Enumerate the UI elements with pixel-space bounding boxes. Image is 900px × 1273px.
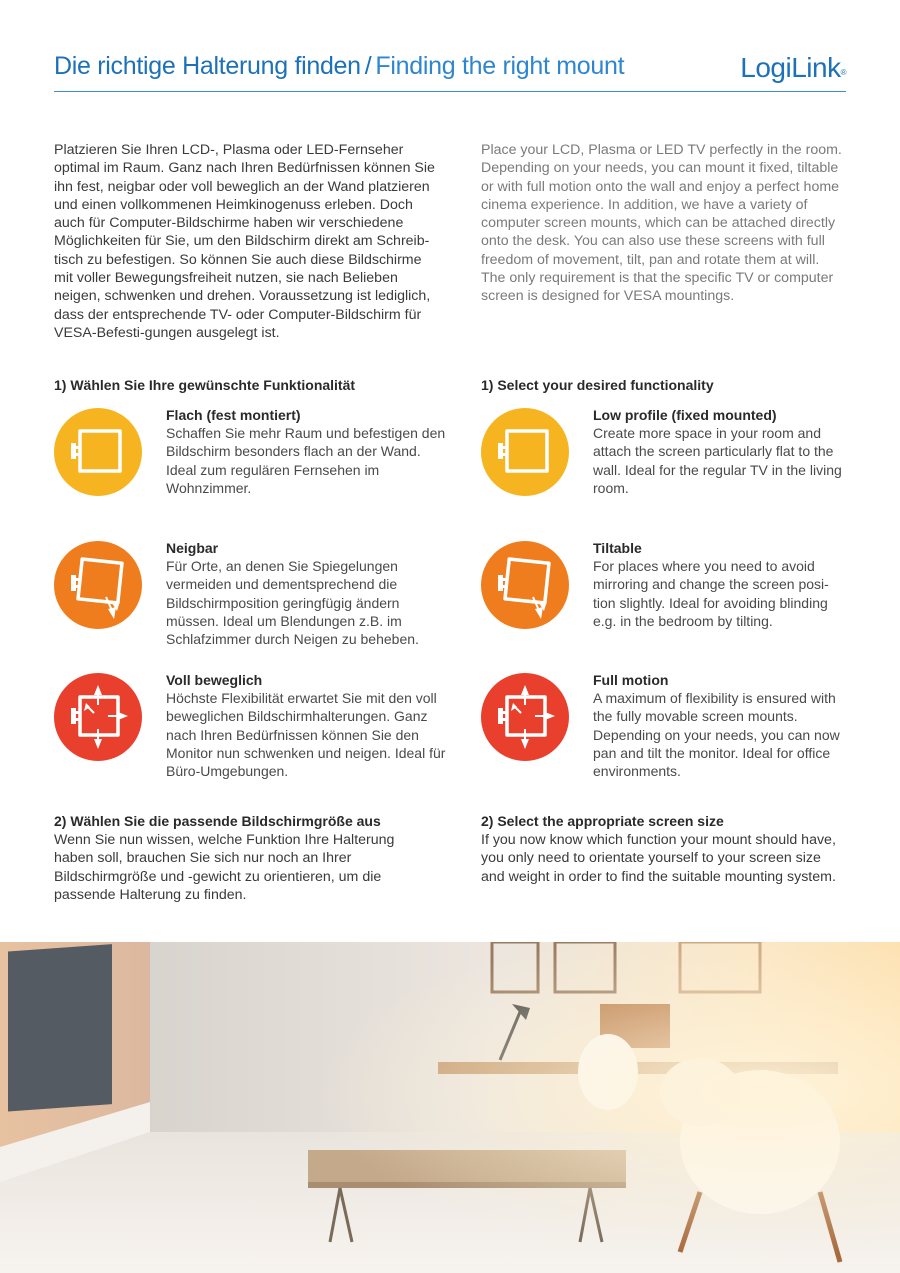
feature-description: For places where you need to avoid mirroring and change the screen posi-tion slightly. Ideal for avoiding blinding e.g. in the bedroom by tilting. [593, 558, 829, 629]
feature-title: Tiltable [593, 540, 642, 556]
fixed-mount-icon [481, 408, 569, 496]
section2-heading-english: 2) Select the appropriate screen size [481, 813, 724, 829]
feature-title: Flach (fest montiert) [166, 407, 301, 423]
title-german: Die richtige Halterung finden [54, 52, 361, 80]
section2-text-english: If you now know which function your mount should have, you only need to orientate yourself to your screen size and weight in order to find the suitable mounting system. [481, 832, 836, 885]
title-english: Finding the right mount [375, 52, 625, 80]
feature-fixed-english [481, 406, 846, 516]
section1-heading-german: 1) Wählen Sie Ihre gewünschte Funktionalität [54, 377, 356, 393]
feature-full-motion-german [54, 671, 444, 781]
page-title [54, 52, 624, 81]
section2-heading-german: 2) Wählen Sie die passende Bildschirmgröße aus [54, 813, 381, 829]
feature-title: Voll beweglich [166, 672, 263, 688]
living-room-photo [0, 942, 900, 1273]
full-motion-mount-icon [481, 673, 569, 761]
tilt-mount-icon [481, 541, 569, 629]
feature-description: Für Orte, an denen Sie Spiegelungen vermeiden und dementsprechend die Bildschirmposition geringfügig ändern müssen. Ideal um Blendungen z.B. im Schlafzimmer durch Neigen zu beheben. [166, 558, 419, 648]
logo-registered-mark: ® [840, 68, 846, 77]
feature-full-motion-english [481, 671, 846, 781]
feature-description: Create more space in your room and attach the screen particularly flat to the wall. Ideal for the regular TV in the living room. [593, 425, 842, 496]
feature-title: Neigbar [166, 540, 219, 556]
section2-text-german: Wenn Sie nun wissen, welche Funktion Ihre Halterung haben soll, brauchen Sie sich nur noch an Ihrer Bildschirmgröße und -gewicht zu orientieren, um die passende Halterung zu finden. [54, 832, 395, 903]
feature-tilt-english [481, 539, 846, 649]
feature-description: Höchste Flexibilität erwartet Sie mit den voll beweglichen Bildschirmhalterungen. Ganz nach Ihren Bedürfnissen können Sie den Monitor nun schwenken und neigen. Ideal für Büro-Umgebungen. [166, 690, 446, 780]
section1-heading-english: 1) Select your desired functionality [481, 377, 714, 393]
feature-description: A maximum of flexibility is ensured with the fully movable screen mounts. Depending on your needs, you can now pan and tilt the monitor. Ideal for office environments. [593, 690, 840, 780]
logo-text: LogiLink [740, 52, 841, 83]
feature-fixed-german [54, 406, 444, 516]
fixed-mount-icon [54, 408, 142, 496]
logilink-logo [740, 52, 846, 84]
intro-text-german: Platzieren Sie Ihren LCD-, Plasma oder LED-Fernseher optimal im Raum. Ganz nach Ihren Bedürfnissen können Sie ihn fest, neigbar oder voll beweglich an der Wand platzieren und einen vollkommenen Heimkinogenuss erleben. Doch auch für Computer-Bildschirme haben wir verschiedene Möglichkeiten für Sie, um den Bildschirm direkt am Schreib-tisch zu befestigen. So können Sie auch diese Bildschirme mit voller Bewegungsfreiheit nutzen, sie nach Belieben neigen, schwenken und drehen. Voraussetzung ist lediglich, dass der entsprechende TV- oder Computer-Bildschirm für VESA-Befesti-gungen ausgelegt ist. [54, 142, 435, 341]
intro-text-english: Place your LCD, Plasma or LED TV perfectly in the room. Depending on your needs, you can mount it fixed, tiltable or with full motion onto the wall and enjoy a perfect home cinema experience. In addition, we have a variety of computer screen mounts, which can be attached directly onto the desk. You can also use these screens with full freedom of movement, tilt, pan and rotate them at will. The only requirement is that the specific TV or computer screen is designed for VESA mountings. [481, 142, 842, 305]
tilt-mount-icon [54, 541, 142, 629]
feature-title: Low profile (fixed mounted) [593, 407, 777, 423]
full-motion-mount-icon [54, 673, 142, 761]
feature-description: Schaffen Sie mehr Raum und befestigen den Bildschirm besonders flach an der Wand. Ideal zum regulären Fernsehen im Wohnzimmer. [166, 425, 446, 496]
page-header [54, 50, 846, 92]
title-separator: / [364, 52, 372, 80]
feature-tilt-german [54, 539, 444, 649]
feature-title: Full motion [593, 672, 669, 688]
